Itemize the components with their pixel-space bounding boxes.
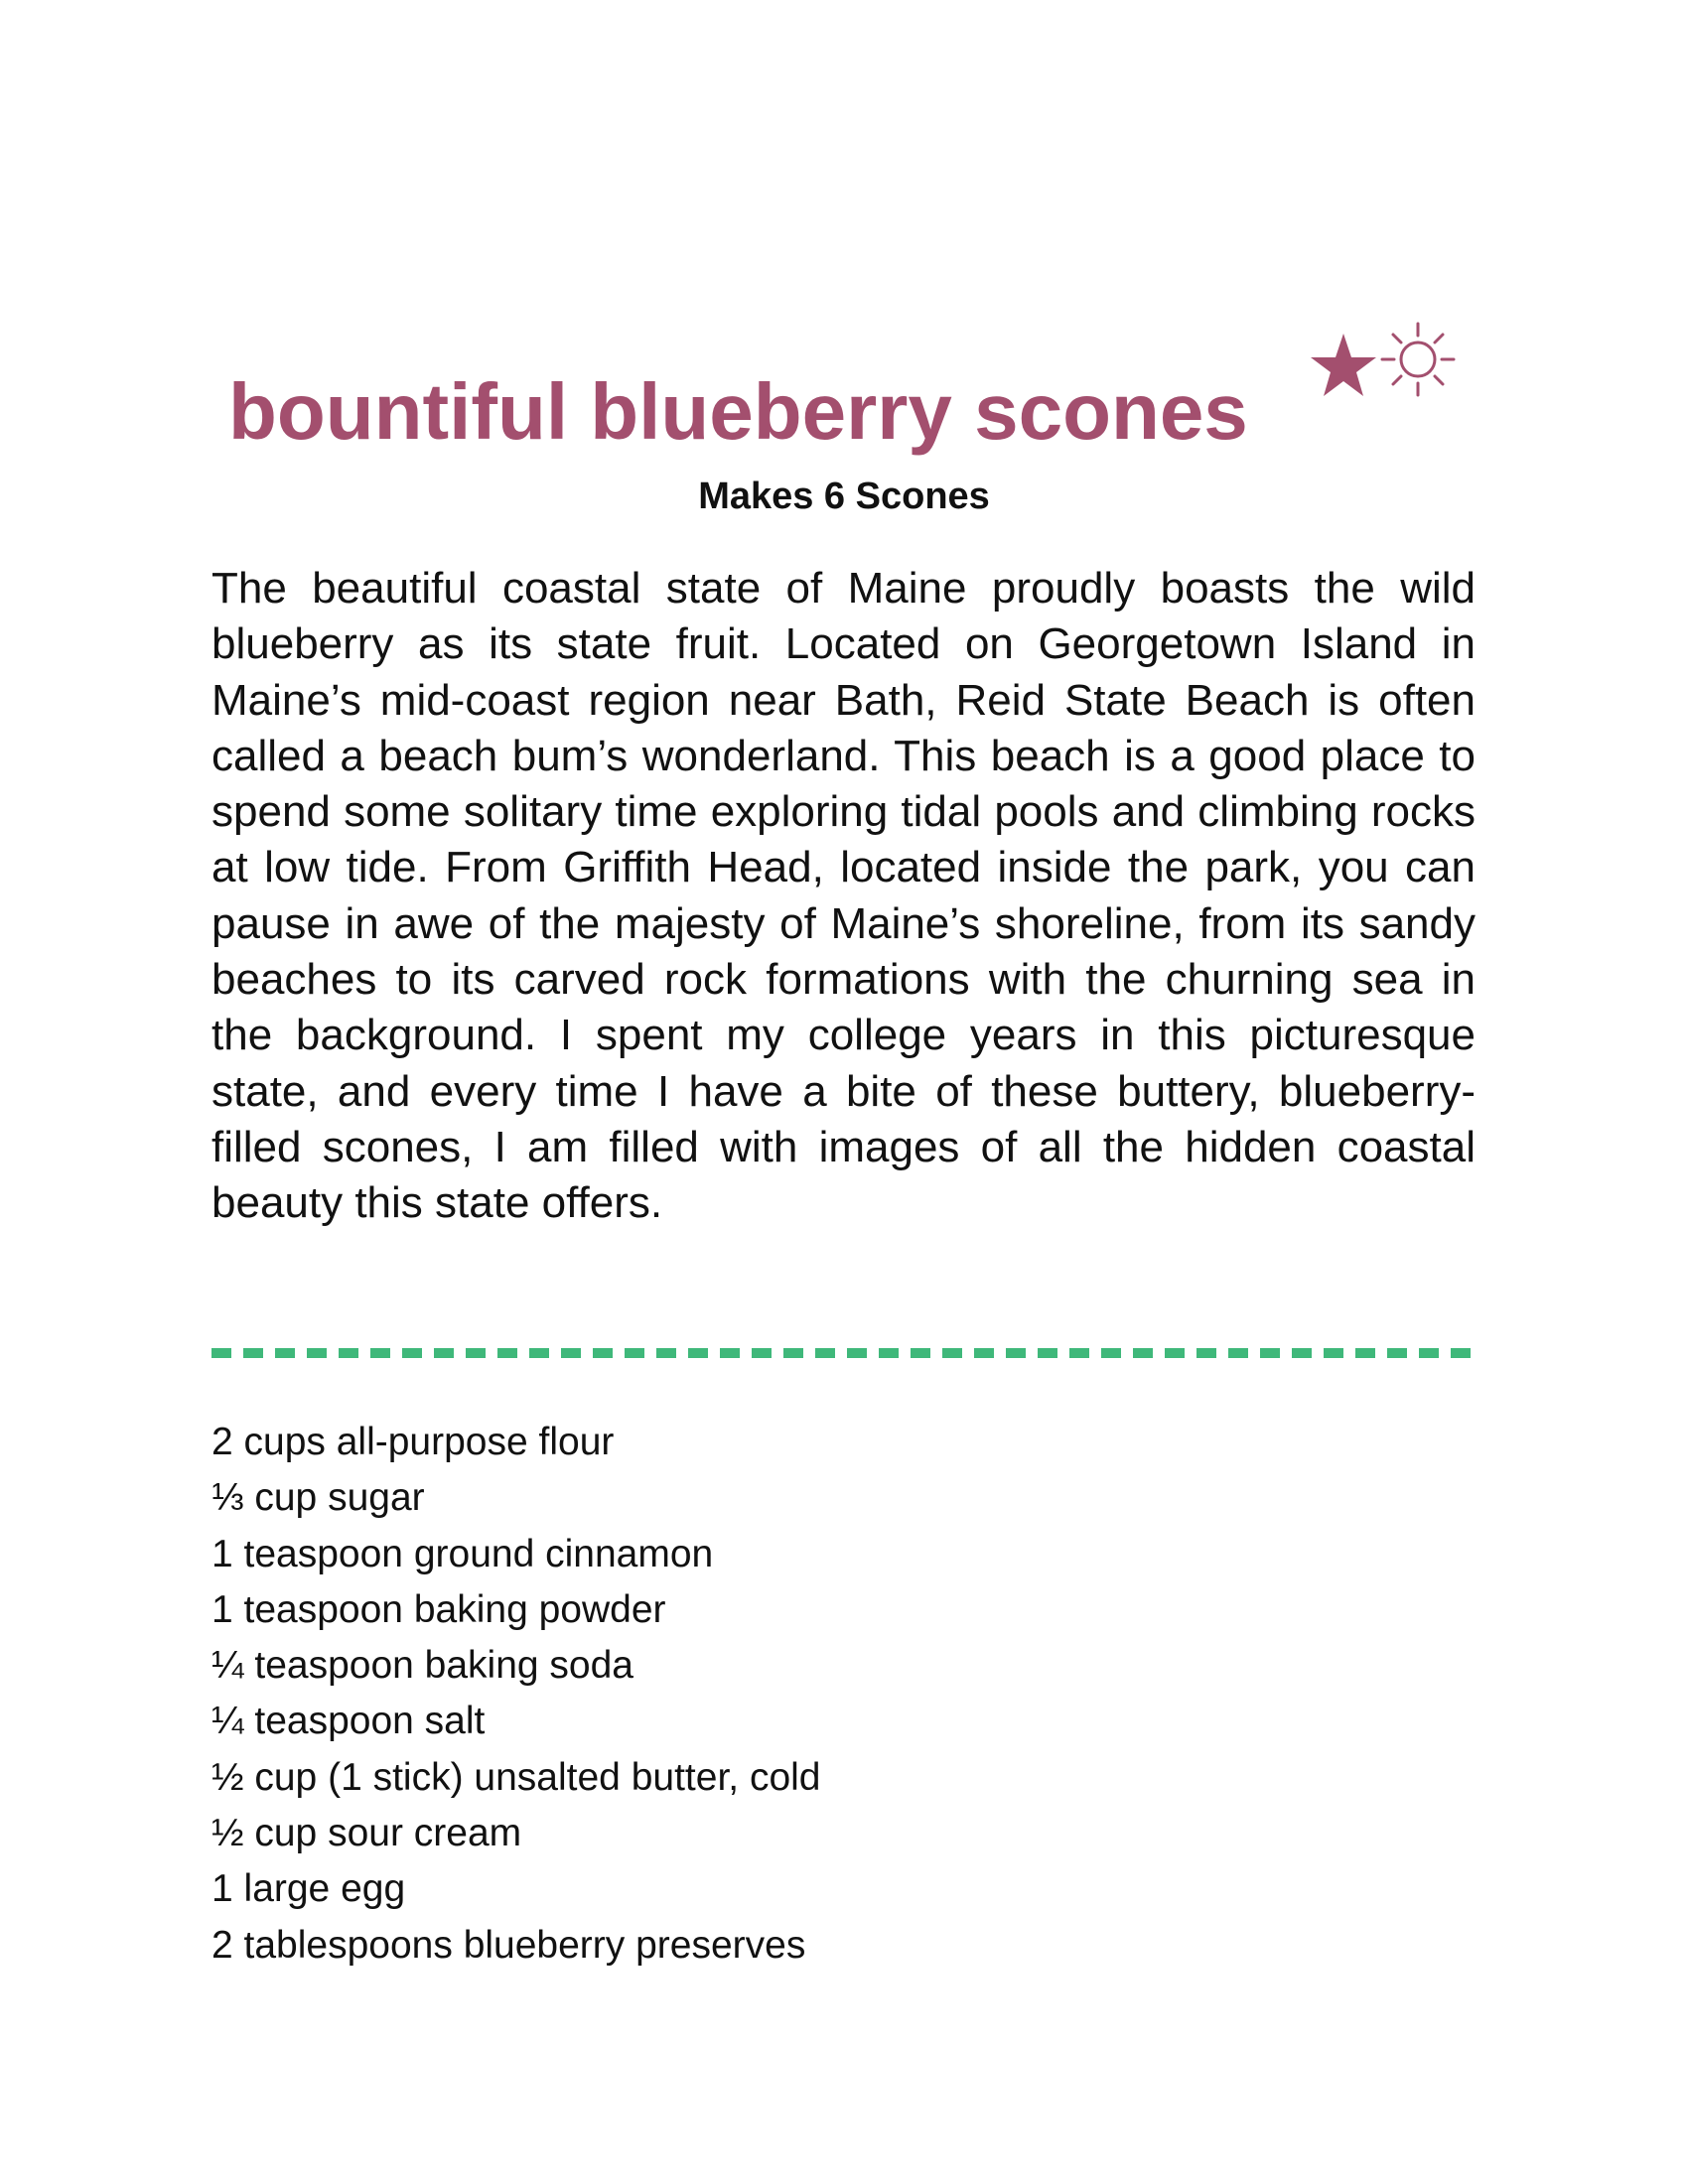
ingredient-item: ½ cup sour cream: [211, 1812, 522, 1855]
star-icon: [1311, 334, 1376, 396]
ingredient-item: ¼ teaspoon baking soda: [211, 1644, 634, 1688]
recipe-yield: Makes 6 Scones: [698, 476, 990, 517]
ingredient-item: 1 teaspoon ground cinnamon: [211, 1532, 714, 1575]
ingredient-item: ½ cup (1 stick) unsalted butter, cold: [211, 1755, 821, 1799]
ingredient-item: 1 teaspoon baking powder: [211, 1587, 666, 1631]
ingredient-item: ¼ teaspoon salt: [211, 1700, 486, 1743]
ingredient-item: 1 large egg: [211, 1867, 406, 1911]
ingredient-item: ⅓ cup sugar: [211, 1476, 425, 1520]
sun-icon: [1382, 324, 1454, 395]
recipe-title: bountiful blueberry scones: [228, 367, 1248, 456]
ingredient-item: 2 tablespoons blueberry preserves: [211, 1923, 806, 1967]
intro-paragraph: The beautiful coastal state of Maine proudly boasts the wild blueberry as its state fruit. Located on Georgetown Island in Maine’s mid-coast region near Bath, Reid State Beach is often called a beach bum’s wonderland. This beach is a good place to spend some solitary time exploring tidal pools and climbing rocks at low tide. From Griffith Head, located inside the park, you can pause in awe of the majesty of Maine’s shoreline, from its sandy beaches to its carved rock formations with the churning sea in the background. I spent my college years in this picturesque state, and every time I have a bite of these buttery, blueberry-filled scones, I am filled with images of all the hidden coastal beauty this state offers.: [211, 564, 1476, 1228]
title-row: [228, 347, 1499, 467]
title-icons: [1311, 316, 1470, 415]
ingredient-list: [211, 1415, 821, 1974]
ingredient-item: 2 cups all-purpose flour: [211, 1421, 615, 1463]
section-divider: [211, 1348, 1476, 1358]
